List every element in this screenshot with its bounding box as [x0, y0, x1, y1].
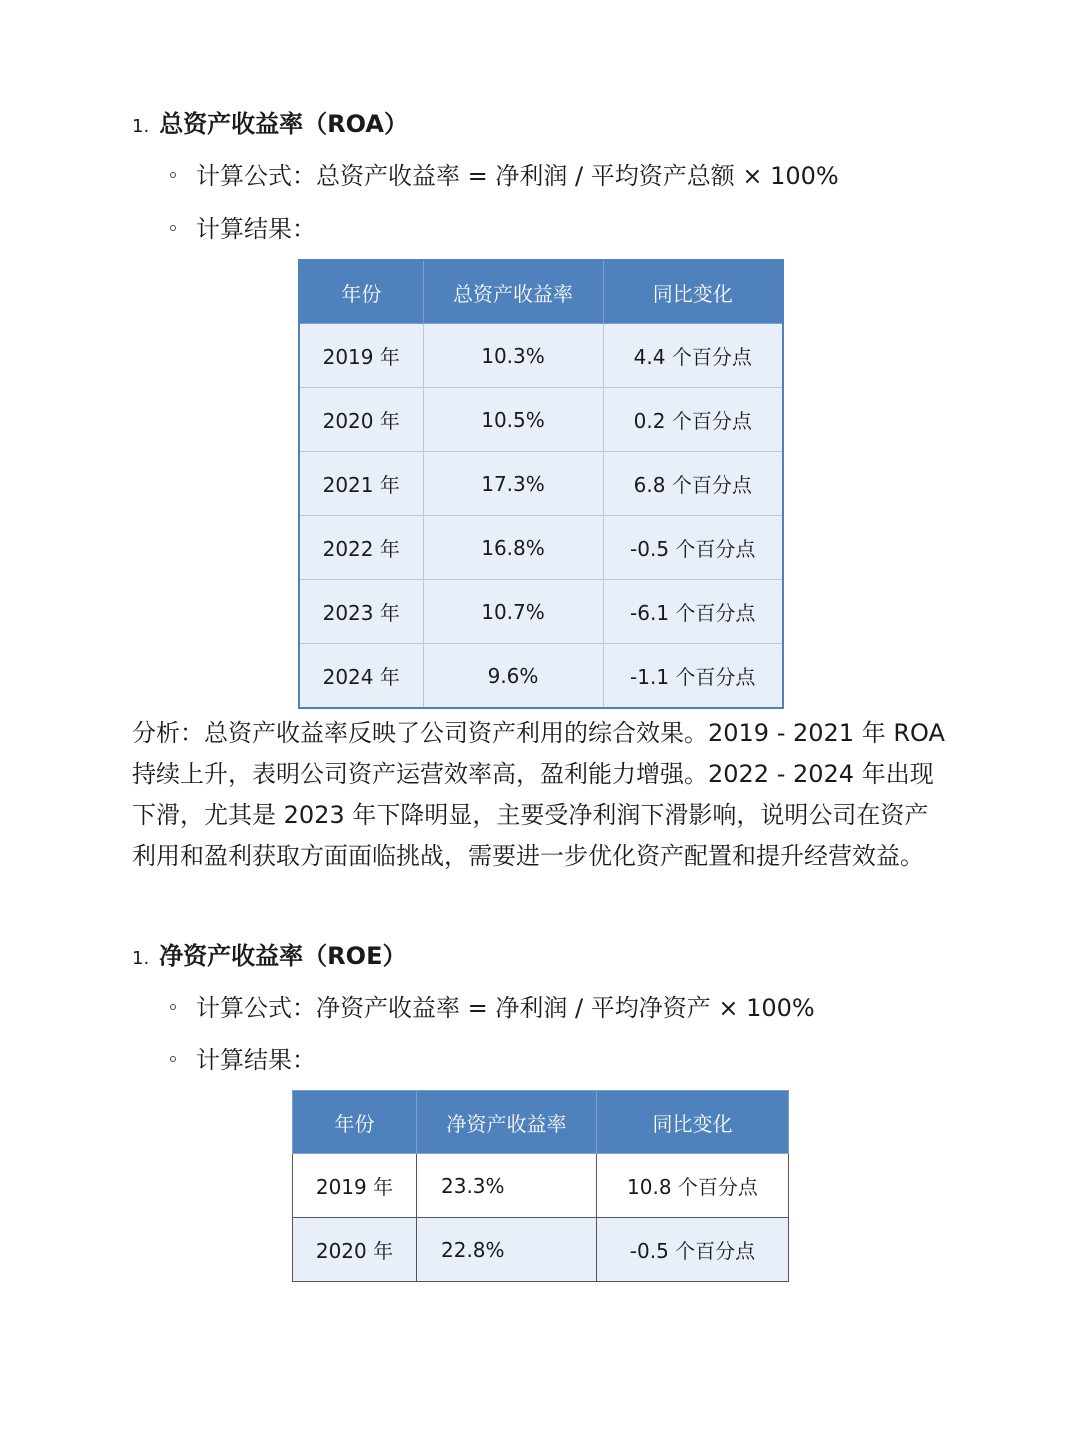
table-cell: 2022 年 — [299, 516, 423, 580]
result-bullet — [170, 1040, 316, 1075]
roe-table — [292, 1090, 789, 1282]
section-title: 总资产收益率（ROA） — [159, 110, 408, 138]
list-number: 1. — [132, 116, 150, 137]
table-cell: 4.4 个百分点 — [603, 324, 783, 388]
section-1-heading — [132, 104, 408, 139]
table-row — [299, 452, 783, 516]
table-cell: 16.8% — [423, 516, 603, 580]
table-cell: 10.5% — [423, 388, 603, 452]
table-cell: -6.1 个百分点 — [603, 580, 783, 644]
bullet-circle-icon — [170, 1004, 176, 1010]
table-row — [299, 516, 783, 580]
table-cell: 10.7% — [423, 580, 603, 644]
table-cell: -0.5 个百分点 — [603, 516, 783, 580]
table-row — [293, 1218, 789, 1282]
table-cell: 10.3% — [423, 324, 603, 388]
section-2-heading — [132, 936, 406, 971]
column-header: 净资产收益率 — [417, 1091, 597, 1154]
table-cell: 6.8 个百分点 — [603, 452, 783, 516]
table-cell: -0.5 个百分点 — [597, 1218, 789, 1282]
table-cell: 2019 年 — [293, 1154, 417, 1218]
table-cell: 9.6% — [423, 644, 603, 709]
table-row — [299, 644, 783, 709]
table-header-row — [293, 1091, 789, 1154]
table-row — [299, 324, 783, 388]
table-row — [293, 1154, 789, 1218]
table-cell: 2023 年 — [299, 580, 423, 644]
bullet-circle-icon — [170, 172, 176, 178]
table-cell: 2024 年 — [299, 644, 423, 709]
formula-text: 计算公式：净资产收益率 = 净利润 / 平均净资产 × 100% — [196, 994, 815, 1022]
result-bullet — [170, 209, 316, 244]
column-header: 同比变化 — [603, 260, 783, 324]
formula-bullet — [170, 988, 815, 1023]
table-row — [299, 388, 783, 452]
table-cell: 10.8 个百分点 — [597, 1154, 789, 1218]
formula-bullet — [170, 156, 839, 191]
list-number: 1. — [132, 948, 150, 969]
result-label: 计算结果： — [196, 215, 316, 243]
column-header: 年份 — [299, 260, 423, 324]
table-cell: 2021 年 — [299, 452, 423, 516]
table-cell: 22.8% — [417, 1218, 597, 1282]
section-title: 净资产收益率（ROE） — [159, 942, 407, 970]
table-cell: 2020 年 — [299, 388, 423, 452]
table-cell: 2019 年 — [299, 324, 423, 388]
table-cell: 2020 年 — [293, 1218, 417, 1282]
analysis-paragraph: 分析：总资产收益率反映了公司资产利用的综合效果。2019 - 2021 年 ROA 持续上升，表明公司资产运营效率高，盈利能力增强。2022 - 2024 年出现下滑，尤其是 2023 年下降明显，主要受净利润下滑影响，说明公司在资产利用和盈利获取方面面临挑战，需要进一步优化资产配置和提升经营效益。 — [132, 719, 945, 870]
roa-table — [298, 259, 784, 709]
table-cell: -1.1 个百分点 — [603, 644, 783, 709]
table-cell: 0.2 个百分点 — [603, 388, 783, 452]
column-header: 年份 — [293, 1091, 417, 1154]
result-label: 计算结果： — [196, 1046, 316, 1074]
bullet-circle-icon — [170, 225, 176, 231]
table-cell: 17.3% — [423, 452, 603, 516]
bullet-circle-icon — [170, 1056, 176, 1062]
formula-text: 计算公式：总资产收益率 = 净利润 / 平均资产总额 × 100% — [196, 162, 839, 190]
column-header: 总资产收益率 — [423, 260, 603, 324]
table-row — [299, 580, 783, 644]
table-cell: 23.3% — [417, 1154, 597, 1218]
table-header-row — [299, 260, 783, 324]
column-header: 同比变化 — [597, 1091, 789, 1154]
